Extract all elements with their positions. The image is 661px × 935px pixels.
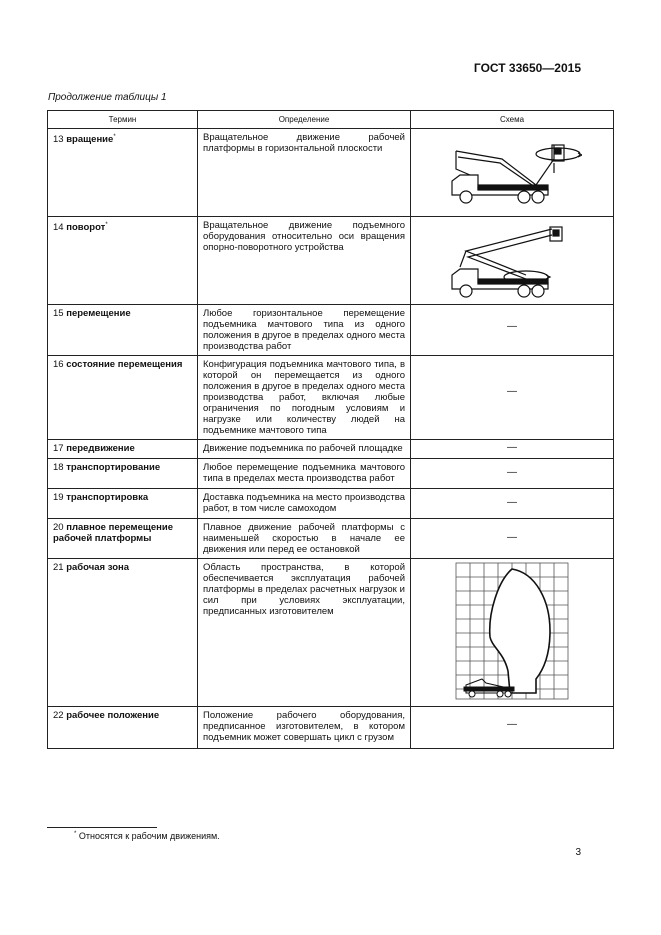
scheme-cell bbox=[411, 440, 614, 459]
footnote-mark: * bbox=[74, 831, 77, 837]
scheme-cell bbox=[411, 559, 614, 707]
table-header-row bbox=[48, 111, 614, 129]
footnote-text: Относятся к рабочим движениям. bbox=[78, 831, 220, 841]
definition-cell: Движение подъемника по рабочей площадке bbox=[198, 440, 411, 459]
term-name: транспортировка bbox=[66, 492, 149, 503]
terms-table bbox=[47, 110, 614, 749]
term-number: 16 bbox=[53, 359, 64, 370]
footnote-mark: * bbox=[105, 222, 108, 228]
definition-cell: Любое перемещение подъемника мачтового типа в пределах места производства работ bbox=[198, 459, 411, 489]
term-number: 17 bbox=[53, 443, 64, 454]
footnote bbox=[74, 831, 220, 841]
definition-cell: Область пространства, в которой обеспечивается эксплуатация рабочей платформы в пределах расчетных нагрузок и сил при условиях эксплуатации, предписанных изготовителем bbox=[198, 559, 411, 707]
definition-cell: Доставка подъемника на место производства работ, в том числе самоходом bbox=[198, 489, 411, 519]
column-header-definition: Определение bbox=[198, 111, 411, 129]
term-cell bbox=[48, 707, 198, 749]
term-cell bbox=[48, 305, 198, 356]
table-row bbox=[48, 519, 614, 559]
definition-cell: Конфигурация подъемника мачтового типа, в которой он перемещается из одного положения в другое в пределах одного места производства работ, включая любые ограничения по погодным условиям и нагрузке или количеству людей на подъемнике мачтового типа bbox=[198, 356, 411, 440]
column-header-term: Термин bbox=[48, 111, 198, 129]
term-name: плавное перемещение рабочей платформы bbox=[53, 522, 174, 544]
definition-cell: Вращательное движение подъемного оборудования относительно оси вращения опорно-поворотного устройства bbox=[198, 217, 411, 305]
term-name: перемещение bbox=[66, 308, 131, 319]
scheme-dash: — bbox=[507, 497, 517, 508]
scheme-cell bbox=[411, 489, 614, 519]
term-number: 14 bbox=[53, 222, 64, 234]
scheme-cell bbox=[411, 356, 614, 440]
definition-cell: Плавное движение рабочей платформы с наименьшей скоростью в начале ее движения или перед ее остановкой bbox=[198, 519, 411, 559]
term-name: состояние перемещения bbox=[66, 359, 183, 370]
term-cell bbox=[48, 217, 198, 305]
working-zone-grid-diagram-icon bbox=[452, 561, 572, 703]
footnote-mark: * bbox=[113, 134, 116, 140]
column-header-scheme: Схема bbox=[411, 111, 614, 129]
table-caption: Продолжение таблицы 1 bbox=[48, 92, 167, 103]
table-row bbox=[48, 217, 614, 305]
truck-platform-rotation-diagram-icon bbox=[442, 129, 582, 211]
page-number: 3 bbox=[575, 847, 581, 858]
table-row bbox=[48, 459, 614, 489]
term-name: поворот bbox=[66, 222, 106, 234]
table-row bbox=[48, 440, 614, 459]
term-number: 22 bbox=[53, 710, 64, 721]
scheme-cell bbox=[411, 459, 614, 489]
standard-header: ГОСТ 33650—2015 bbox=[473, 61, 581, 75]
scheme-dash: — bbox=[507, 719, 517, 730]
scheme-cell bbox=[411, 129, 614, 217]
scheme-dash: — bbox=[507, 467, 517, 478]
table-row bbox=[48, 707, 614, 749]
term-name: вращение bbox=[66, 134, 114, 146]
table-row bbox=[48, 356, 614, 440]
table-row bbox=[48, 129, 614, 217]
table-row bbox=[48, 559, 614, 707]
scheme-cell bbox=[411, 519, 614, 559]
table-row bbox=[48, 489, 614, 519]
term-name: транспортирование bbox=[66, 462, 161, 473]
term-cell bbox=[48, 356, 198, 440]
term-cell bbox=[48, 459, 198, 489]
scheme-dash: — bbox=[507, 321, 517, 332]
scheme-cell bbox=[411, 305, 614, 356]
term-number: 20 bbox=[53, 522, 64, 533]
term-number: 15 bbox=[53, 308, 64, 319]
term-number: 21 bbox=[53, 562, 64, 573]
term-number: 19 bbox=[53, 492, 64, 503]
scheme-dash: — bbox=[507, 442, 517, 453]
definition-cell: Любое горизонтальное перемещение подъемника мачтового типа из одного положения в другое в пределах одного места производства работ bbox=[198, 305, 411, 356]
term-number: 18 bbox=[53, 462, 64, 473]
table-row bbox=[48, 305, 614, 356]
footnote-divider bbox=[47, 827, 157, 828]
scheme-dash: — bbox=[507, 386, 517, 397]
truck-boom-slewing-diagram-icon bbox=[442, 217, 582, 299]
scheme-dash: — bbox=[507, 532, 517, 543]
definition-cell: Вращательное движение рабочей платформы в горизонтальной плоскости bbox=[198, 129, 411, 217]
term-cell bbox=[48, 129, 198, 217]
term-name: рабочее положение bbox=[66, 710, 160, 721]
term-cell bbox=[48, 440, 198, 459]
term-cell bbox=[48, 519, 198, 559]
scheme-cell bbox=[411, 217, 614, 305]
term-cell bbox=[48, 489, 198, 519]
definition-cell: Положение рабочего оборудования, предписанное изготовителем, в котором подъемник может совершать цикл с грузом bbox=[198, 707, 411, 749]
term-cell bbox=[48, 559, 198, 707]
scheme-cell bbox=[411, 707, 614, 749]
term-number: 13 bbox=[53, 134, 64, 146]
term-name: передвижение bbox=[66, 443, 135, 454]
term-name: рабочая зона bbox=[66, 562, 130, 573]
